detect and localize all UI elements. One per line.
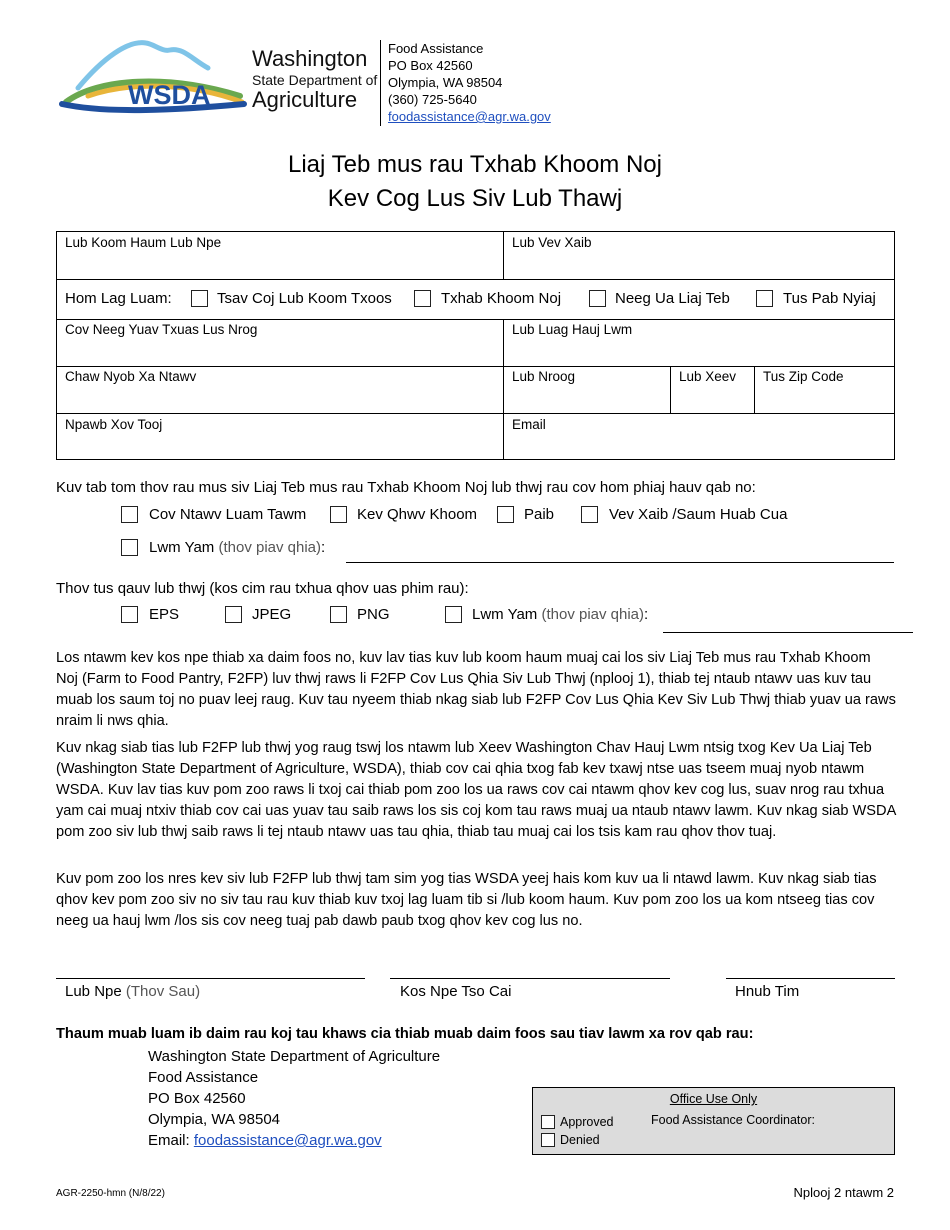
return-email-label: Email: bbox=[148, 1132, 194, 1149]
usage-option-print: Cov Ntawv Luam Tawm bbox=[149, 506, 307, 523]
business-type-label: Hom Lag Luam: bbox=[65, 290, 172, 307]
approved-checkbox[interactable] bbox=[541, 1115, 555, 1129]
usage-checkbox-packaging[interactable] bbox=[330, 506, 347, 523]
format-option-png: PNG bbox=[357, 606, 390, 623]
applicant-form bbox=[56, 231, 895, 460]
printed-name-label bbox=[65, 983, 200, 1000]
contact-phone: (360) 725-5640 bbox=[388, 92, 477, 107]
wsda-logo bbox=[58, 38, 248, 120]
usage-option-packaging: Kev Qhwv Khoom bbox=[357, 506, 478, 523]
contact-email-link[interactable]: foodassistance@agr.wa.gov bbox=[388, 109, 551, 124]
form-col-line bbox=[503, 232, 504, 279]
format-other-colon: : bbox=[644, 606, 649, 623]
contact-line-2: PO Box 42560 bbox=[388, 58, 473, 73]
contact-line-3: Olympia, WA 98504 bbox=[388, 75, 503, 90]
business-type-checkbox-pantry[interactable] bbox=[414, 290, 431, 307]
job-title-field[interactable]: Lub Luag Hauj Lwm bbox=[512, 322, 633, 337]
usage-checkbox-signage[interactable] bbox=[497, 506, 514, 523]
form-col-line bbox=[754, 366, 755, 413]
logo-org-name bbox=[252, 48, 377, 111]
return-line-3: PO Box 42560 bbox=[148, 1090, 246, 1107]
usage-checkbox-web[interactable] bbox=[581, 506, 598, 523]
approved-label: Approved bbox=[560, 1115, 614, 1129]
usage-checkbox-other[interactable] bbox=[121, 539, 138, 556]
agreement-paragraph-2: Kuv nkag siab tias lub F2FP lub thwj yog raug tswj los ntawm lub Xeev Washington Chav Hauj Lwm ntsig txog Kev Ua Liaj Teb (Washington State Department of Agriculture, WSDA), thiab cov cai qhia txog fab kev txawj ntse uas tseem muaj nyob ntawm WSDA. Kuv lav tias kuv pom zoo raws li txoj cai thiab pom zoo los ua raws cov cai ntawm qhov kev cog lus, suav nrog rau txhua yam cai muaj ntxiv thiab cov cai uas yuav tau saib raws los sis coj kom tau raws muaj ua ntaub ntawv lawm. Kuv nkag siab WSDA pom zoo siv lub thwj saib raws li tej ntaub ntawv uas tau qhia, thiab tau muaj cai los tsis kam rau qhov thov tuaj. bbox=[56, 740, 896, 840]
contact-person-field[interactable]: Cov Neeg Yuav Txuas Lus Nrog bbox=[65, 322, 258, 337]
denied-label: Denied bbox=[560, 1133, 600, 1147]
address-field[interactable]: Chaw Nyob Xa Ntawv bbox=[65, 369, 197, 384]
title-line-1: Liaj Teb mus rau Txhab Khoom Noj bbox=[288, 151, 662, 178]
header-contact bbox=[388, 40, 551, 125]
format-option-jpeg: JPEG bbox=[252, 606, 292, 623]
format-checkbox-other[interactable] bbox=[445, 606, 462, 623]
business-name-field[interactable]: Lub Koom Haum Lub Npe bbox=[65, 235, 222, 250]
business-type-checkbox-funder[interactable] bbox=[756, 290, 773, 307]
contact-line-1: Food Assistance bbox=[388, 41, 484, 56]
logo-line-state-dept: State Department of bbox=[252, 72, 378, 88]
return-email-link[interactable]: foodassistance@agr.wa.gov bbox=[193, 1132, 382, 1149]
email-field[interactable]: Email bbox=[512, 417, 546, 432]
return-instruction: Thaum muab luam ib daim rau koj tau khaws cia thiab muab daim foos sau tiav lawm xa rov qab rau: bbox=[56, 1026, 754, 1042]
form-id: AGR-2250-hmn (N/8/22) bbox=[56, 1188, 165, 1199]
business-type-pantry: Txhab Khoom Noj bbox=[441, 290, 562, 307]
return-line-1: Washington State Department of Agriculture bbox=[148, 1048, 441, 1065]
agreement-paragraph-1: Los ntawm kev kos npe thiab xa daim foos no, kuv lav tias kuv lub koom haum muaj cai los siv Liaj Teb mus rau Txhab Khoom Noj (Farm to Food Pantry, F2FP) luv thwj raws li F2FP Cov Lus Qhia Siv Lub Thwj (nplooj 1), thiab tej ntaub ntawv uas kuv tau muab los saum toj no puav leej raug. Kuv tau nyeem thiab nkag siab lub F2FP Cov Lus Qhia Kev Siv Lub Thwj thiab yuav ua raws nraim li nws qhia. bbox=[56, 650, 896, 729]
date-label: Hnub Tim bbox=[735, 983, 800, 1000]
form-row-line bbox=[57, 366, 894, 367]
business-type-checkbox-farmer[interactable] bbox=[589, 290, 606, 307]
usage-other-label bbox=[149, 539, 325, 556]
title-line-2: Kev Cog Lus Siv Lub Thawj bbox=[327, 185, 623, 212]
format-question: Thov tus qauv lub thwj (kos cim rau txhua qhov uas phim rau): bbox=[56, 580, 469, 597]
format-checkbox-eps[interactable] bbox=[121, 606, 138, 623]
usage-checkbox-print[interactable] bbox=[121, 506, 138, 523]
return-email-row bbox=[148, 1130, 440, 1151]
return-line-4: Olympia, WA 98504 bbox=[148, 1111, 281, 1128]
usage-option-signage: Paib bbox=[524, 506, 555, 523]
format-other-text: Lwm Yam bbox=[472, 606, 538, 623]
denied-checkbox[interactable] bbox=[541, 1133, 555, 1147]
logo-badge: WSDA bbox=[128, 80, 211, 110]
printed-name-note: (Thov Sau) bbox=[125, 983, 201, 1000]
usage-option-web: Vev Xaib /Saum Huab Cua bbox=[609, 506, 788, 523]
office-use-title: Office Use Only bbox=[669, 1092, 758, 1106]
business-type-funder: Tus Pab Nyiaj bbox=[783, 290, 876, 307]
printed-name-text: Lub Npe bbox=[65, 983, 122, 1000]
phone-field[interactable]: Npawb Xov Tooj bbox=[65, 417, 163, 432]
return-address bbox=[148, 1046, 440, 1151]
business-type-checkbox-church[interactable] bbox=[191, 290, 208, 307]
usage-other-colon: : bbox=[321, 539, 326, 556]
format-option-eps: EPS bbox=[149, 606, 180, 623]
business-type-farmer: Neeg Ua Liaj Teb bbox=[615, 290, 730, 307]
form-row-line bbox=[57, 413, 894, 414]
agreement-paragraph-3: Kuv pom zoo los nres kev siv lub F2FP lub thwj tam sim yog tias WSDA yeej hais kom kuv ua li ntawd lawm. Kuv nkag siab tias qhov kev pom zoo siv no siv tau rau kuv thiab kuv txoj lag luam tib si /lub koom haum. Kuv pom zoo los ua kom ntseeg tias cov neeg ua hauj lwm /los sis cov neeg tuaj pab dawb paub txog qhov kev cog lus no. bbox=[56, 871, 877, 929]
header-divider bbox=[380, 40, 381, 126]
usage-other-note: (thov piav qhia) bbox=[218, 539, 322, 556]
printed-name-line[interactable] bbox=[56, 978, 365, 979]
page-number: Nplooj 2 ntawm 2 bbox=[793, 1185, 894, 1200]
form-row-line bbox=[57, 279, 894, 280]
format-other-label bbox=[472, 606, 648, 623]
format-other-input[interactable] bbox=[663, 632, 913, 633]
page-title bbox=[0, 148, 950, 216]
logo-line-washington: Washington bbox=[252, 46, 368, 71]
form-row-line bbox=[57, 319, 894, 320]
date-line[interactable] bbox=[726, 978, 895, 979]
signature-line[interactable] bbox=[390, 978, 670, 979]
state-field[interactable]: Lub Xeev bbox=[679, 369, 737, 384]
usage-question: Kuv tab tom thov rau mus siv Liaj Teb mus rau Txhab Khoom Noj lub thwj rau cov hom phiaj hauv qab no: bbox=[56, 479, 756, 496]
coordinator-label: Food Assistance Coordinator: bbox=[651, 1113, 815, 1127]
signature-label: Kos Npe Tso Cai bbox=[400, 983, 512, 1000]
form-col-line bbox=[670, 366, 671, 413]
format-other-note: (thov piav qhia) bbox=[541, 606, 645, 623]
usage-other-input[interactable] bbox=[346, 562, 894, 563]
business-type-church: Tsav Coj Lub Koom Txoos bbox=[217, 290, 392, 307]
format-checkbox-png[interactable] bbox=[330, 606, 347, 623]
website-field[interactable]: Lub Vev Xaib bbox=[512, 235, 592, 250]
zip-field[interactable]: Tus Zip Code bbox=[763, 369, 844, 384]
city-field[interactable]: Lub Nroog bbox=[512, 369, 576, 384]
usage-other-text: Lwm Yam bbox=[149, 539, 215, 556]
format-checkbox-jpeg[interactable] bbox=[225, 606, 242, 623]
office-use-box bbox=[532, 1087, 895, 1155]
form-col-line bbox=[503, 319, 504, 459]
return-line-2: Food Assistance bbox=[148, 1069, 259, 1086]
logo-line-agriculture: Agriculture bbox=[252, 87, 358, 112]
